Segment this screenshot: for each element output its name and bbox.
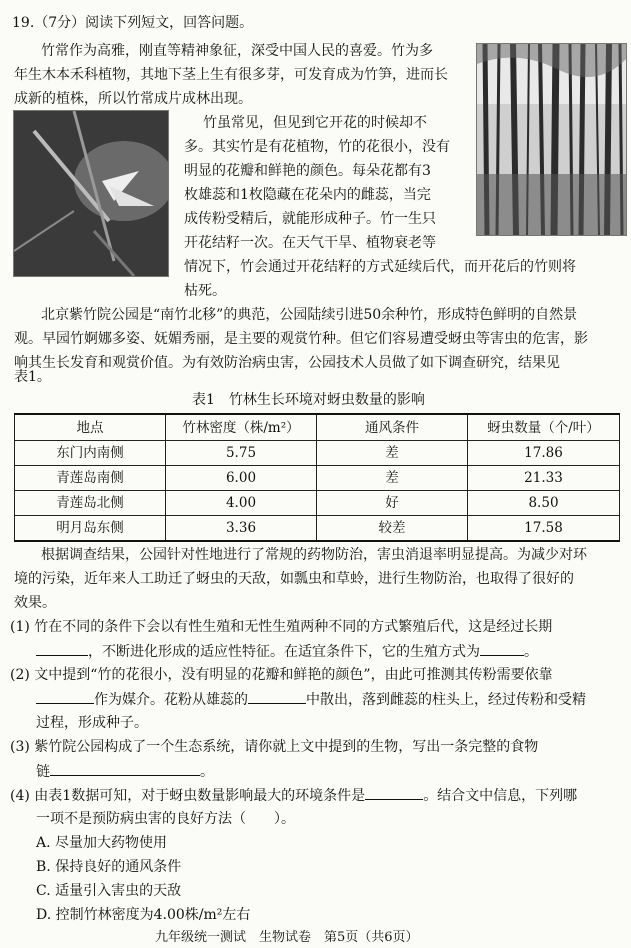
question-header: 19.（7分）阅读下列短文，回答问题。 [12, 15, 254, 31]
para2-line7: 情况下，竹会通过开花结籽的方式延续后代，而开花后的竹则将 [184, 259, 576, 275]
q2-line2-mid: 作为媒介。花粉从雄蕊的 [94, 692, 248, 708]
para2-line8: 枯死。 [184, 283, 226, 299]
q2-line3: 过程，形成种子。 [36, 715, 148, 731]
para3-line4: 表1。 [14, 369, 51, 385]
cell-ventilation: 较差 [317, 516, 468, 542]
cell-aphid-count: 17.58 [468, 516, 620, 542]
bamboo-forest-photo [476, 43, 627, 236]
q4-line1 [10, 785, 577, 806]
cell-density: 3.36 [166, 516, 317, 542]
para2-line6: 开花结籽一次。在天气干旱、植物衰老等 [184, 235, 436, 251]
cell-aphid-count: 21.33 [468, 466, 620, 491]
col-header-ventilation: 通风条件 [317, 414, 468, 441]
q3-blank[interactable] [50, 761, 200, 776]
q2-line1: (2) 文中提到“竹的花很小，没有明显的花瓣和鲜艳的颜色”，由此可推测其传粉需要依靠 [10, 667, 553, 683]
q4-option-c: C. 适量引入害虫的天敌 [36, 883, 182, 899]
q4-line1-end: 。结合文中信息，下列哪 [423, 788, 578, 804]
para1-line2: 年生木本禾科植物，其地下茎上生有很多芽，可发育成为竹笋，进而长 [14, 67, 448, 83]
table-row [15, 491, 620, 516]
q2-line2-end: 中散出，落到雌蕊的柱头上，经过传粉和受精 [306, 692, 586, 708]
after-table-line2: 境的污染，近年来人工助迁了蚜虫的天敌，如瓢虫和草蛉，进行生物防治，也取得了很好的 [14, 571, 574, 587]
cell-location: 明月岛东侧 [15, 516, 166, 542]
para3-line2: 观。早园竹婀娜多姿、妩媚秀丽，是主要的观赏竹种。但它们容易遭受蚜虫等害虫的危害，影 [14, 331, 588, 347]
cell-density: 4.00 [166, 491, 317, 516]
q3-line1: (3) 紫竹院公园构成了一个生态系统，请你就上文中提到的生物，写出一条完整的食物 [10, 739, 539, 755]
q3-line2 [36, 761, 214, 782]
table-row [15, 516, 620, 542]
q1-line2-text: ，不断进化形成的适应性特征。在适宜条件下，它的生殖方式为 [88, 644, 480, 660]
q1-line1: (1) 竹在不同的条件下会以有性生殖和无性生殖两种不同的方式繁殖后代，这是经过长期 [10, 619, 553, 635]
q1-blank-1[interactable] [36, 641, 88, 656]
cell-ventilation: 好 [317, 491, 468, 516]
q4-line1-start: (4) 由表1数据可知，对于蚜虫数量影响最大的环境条件是 [10, 788, 366, 804]
cell-ventilation: 差 [317, 466, 468, 491]
para2-line3: 明显的花瓣和鲜艳的颜色。每朵花都有3 [184, 163, 431, 179]
cell-ventilation: 差 [317, 441, 468, 466]
cell-location: 青莲岛南侧 [15, 466, 166, 491]
table-caption: 表1 竹林生长环境对蚜虫数量的影响 [192, 392, 425, 408]
para1-line3: 成新的植株，所以竹常成片成林出现。 [14, 91, 252, 107]
after-table-line1: 根据调查结果，公园针对性地进行了常规的药物防治，害虫消退率明显提高。为减少对环 [41, 547, 587, 563]
para2-line4: 枚雄蕊和1枚隐藏在花朵内的雌蕊，当完 [184, 187, 431, 203]
cell-density: 5.75 [166, 441, 317, 466]
q4-blank[interactable] [365, 785, 423, 800]
q4-option-b: B. 保持良好的通风条件 [36, 859, 182, 875]
cell-location: 东门内南侧 [15, 441, 166, 466]
bamboo-flower-photo [13, 110, 169, 277]
aphid-table [14, 413, 620, 542]
col-header-location: 地点 [15, 414, 166, 441]
q3-line2-start: 链 [36, 764, 50, 780]
cell-density: 6.00 [166, 466, 317, 491]
cell-location: 青莲岛北侧 [15, 491, 166, 516]
cell-aphid-count: 8.50 [468, 491, 620, 516]
q2-line2 [36, 689, 586, 710]
after-table-line3: 效果。 [14, 595, 56, 611]
para3-line1: 北京紫竹院公园是“南竹北移”的典范，公园陆续引进50余种竹，形成特色鲜明的自然景 [41, 307, 578, 323]
q1-line2 [36, 641, 538, 662]
q1-blank-2[interactable] [480, 641, 524, 656]
para3-line3: 响其生长发育和观赏价值。为有效防治病虫害，公园技术人员做了如下调查研究，结果见 [14, 355, 560, 371]
table-row [15, 441, 620, 466]
table-header-row [15, 414, 620, 441]
q2-blank-1[interactable] [36, 689, 94, 704]
table-row [15, 466, 620, 491]
q1-line2-end: 。 [524, 644, 538, 660]
col-header-aphid-count: 蚜虫数量（个/叶） [468, 414, 620, 441]
q4-option-d: D. 控制竹林密度为4.00株/m²左右 [36, 907, 251, 923]
page-footer: 九年级统一测试 生物试卷 第5页（共6页） [155, 930, 419, 945]
para2-line1: 竹虽常见，但见到它开花的时候却不 [203, 115, 427, 131]
cell-aphid-count: 17.86 [468, 441, 620, 466]
q4-option-a: A. 尽量加大药物使用 [36, 835, 168, 851]
para2-line5: 成传粉受精后，就能形成种子。竹一生只 [184, 211, 436, 227]
para2-line2: 多。其实竹是有花植物，竹的花很小，没有 [184, 139, 450, 155]
col-header-density: 竹林密度（株/m²） [166, 414, 317, 441]
q4-line2: 一项不是预防病虫害的良好方法（ ）。 [36, 811, 295, 827]
q3-line2-end: 。 [200, 764, 214, 780]
para1-line1: 竹常作为高雅，刚直等精神象征，深受中国人民的喜爱。竹为多 [41, 43, 433, 59]
q2-blank-2[interactable] [248, 689, 306, 704]
